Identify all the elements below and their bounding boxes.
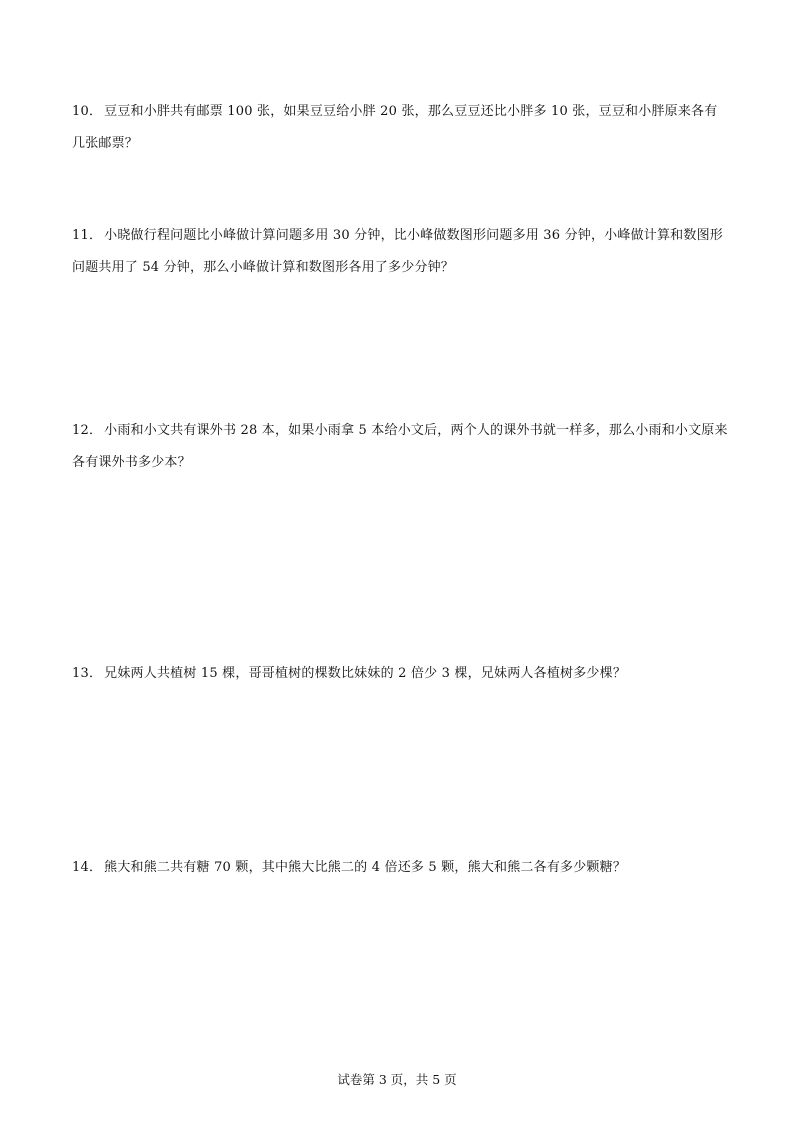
question-number: 10． <box>72 104 103 119</box>
question-11 <box>72 220 728 284</box>
question-12 <box>72 415 728 479</box>
page-number-label: 试卷第 3 页，共 5 页 <box>337 1072 457 1087</box>
question-14 <box>72 852 728 884</box>
page-footer <box>0 1070 794 1090</box>
question-number: 13． <box>72 666 103 681</box>
question-number: 14． <box>72 860 103 875</box>
question-13 <box>72 658 728 690</box>
question-10 <box>72 96 728 160</box>
question-number: 12． <box>72 423 103 438</box>
question-text: 豆豆和小胖共有邮票 100 张，如果豆豆给小胖 20 张，那么豆豆还比小胖多 10 张，豆豆和小胖原来各有几张邮票？ <box>72 104 718 151</box>
question-text: 小晓做行程问题比小峰做计算问题多用 30 分钟，比小峰做数图形问题多用 36 分钟，小峰做计算和数图形问题共用了 54 分钟，那么小峰做计算和数图形各用了多少分钟？ <box>72 228 723 275</box>
question-text: 小雨和小文共有课外书 28 本，如果小雨拿 5 本给小文后，两个人的课外书就一样多，那么小雨和小文原来各有课外书多少本？ <box>72 423 728 470</box>
question-text: 熊大和熊二共有糖 70 颗，其中熊大比熊二的 4 倍还多 5 颗，熊大和熊二各有多少颗糖？ <box>104 860 627 875</box>
question-number: 11． <box>72 228 103 243</box>
question-text: 兄妹两人共植树 15 棵，哥哥植树的棵数比妹妹的 2 倍少 3 棵，兄妹两人各植树多少棵？ <box>104 666 627 681</box>
